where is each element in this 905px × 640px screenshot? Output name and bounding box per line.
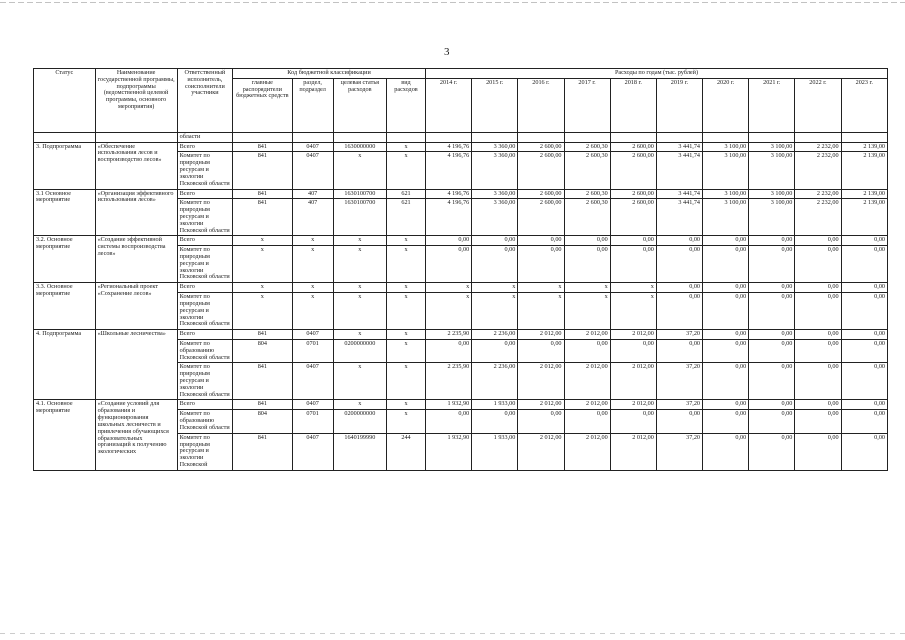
row-code: х [387, 339, 426, 362]
row-code: х [233, 283, 293, 293]
row-code: х [333, 293, 386, 330]
row-code: 0701 [292, 339, 333, 362]
row-value: 0,00 [564, 236, 610, 246]
row-value: 2 012,00 [564, 363, 610, 400]
row-value: 0,00 [518, 410, 564, 433]
row-value: 0,00 [703, 400, 749, 410]
row-value: 3 100,00 [749, 199, 795, 236]
row-code: х [333, 400, 386, 410]
row-value: 0,00 [749, 400, 795, 410]
empty-cell [518, 132, 564, 142]
row-value: 0,00 [795, 283, 841, 293]
row-value: х [425, 283, 471, 293]
row-value: 2 600,00 [610, 199, 656, 236]
row-value: 2 012,00 [518, 400, 564, 410]
row-value: 2 012,00 [518, 363, 564, 400]
empty-cell [333, 132, 386, 142]
row-code: х [233, 293, 293, 330]
row-value: х [472, 293, 518, 330]
row-value: 2 236,00 [472, 330, 518, 340]
row-status: 3.3. Основное мероприятие [34, 283, 96, 330]
row-value: 2 600,30 [564, 142, 610, 152]
row-value: 0,00 [841, 236, 887, 246]
row-value: 0,00 [749, 433, 795, 470]
row-code: 0407 [292, 363, 333, 400]
row-value: 0,00 [749, 330, 795, 340]
row-value: 0,00 [703, 293, 749, 330]
row-code: 804 [233, 410, 293, 433]
row-code: 621 [387, 199, 426, 236]
row-value: 0,00 [564, 339, 610, 362]
empty-cell [472, 132, 518, 142]
row-value: 2 235,90 [425, 330, 471, 340]
page-number: 3 [444, 46, 450, 58]
row-code: 0407 [292, 400, 333, 410]
row-name: «Обеспечение использования лесов и воспроизводство лесов» [95, 142, 177, 189]
row-value: х [564, 293, 610, 330]
row-value: 37,20 [656, 400, 702, 410]
header-responsible: Ответственный исполнитель, соисполнители участники [177, 69, 232, 133]
header-name: Наименование государственной программы, подпрограммы (ведомственной целевой программы, основного мероприятия) [95, 69, 177, 133]
row-value: 0,00 [841, 339, 887, 362]
row-value: 0,00 [841, 293, 887, 330]
row-status: 4. Подпрограмма [34, 330, 96, 400]
row-value: 0,00 [795, 363, 841, 400]
row-value: 2 012,00 [610, 330, 656, 340]
row-value: х [518, 293, 564, 330]
row-value: 0,00 [703, 236, 749, 246]
row-value: 2 600,00 [518, 199, 564, 236]
row-value: 0,00 [425, 339, 471, 362]
row-code: 804 [233, 339, 293, 362]
row-name: «Создание условий для образования и функционирования школьных лесничеств и привлечения обучающихся образовательных организаций к получению экологических [95, 400, 177, 470]
row-code: х [233, 236, 293, 246]
header-year: 2016 г. [518, 78, 564, 132]
row-value: 2 232,00 [795, 152, 841, 189]
row-value: 0,00 [472, 339, 518, 362]
header-year: 2014 г. [425, 78, 471, 132]
row-value: 0,00 [518, 236, 564, 246]
row-value: 2 236,00 [472, 363, 518, 400]
row-code: 1630000000 [333, 142, 386, 152]
row-code: 841 [233, 152, 293, 189]
row-code: 841 [233, 199, 293, 236]
row-value: 3 441,74 [656, 189, 702, 199]
row-value: 3 441,74 [656, 142, 702, 152]
row-status: 3. Подпрограмма [34, 142, 96, 189]
row-value: 0,00 [841, 330, 887, 340]
row-name: «Региональный проект «Сохранение лесов» [95, 283, 177, 330]
row-code: 841 [233, 363, 293, 400]
row-code: 841 [233, 330, 293, 340]
row-code: х [333, 363, 386, 400]
row-value: 0,00 [795, 236, 841, 246]
row-value: х [610, 283, 656, 293]
row-value: 1 933,00 [472, 400, 518, 410]
row-value: 0,00 [795, 293, 841, 330]
row-code: х [292, 246, 333, 283]
empty-cell [292, 132, 333, 142]
empty-cell [387, 132, 426, 142]
table-row [34, 330, 888, 340]
row-code: 407 [292, 189, 333, 199]
row-value: 2 600,30 [564, 152, 610, 189]
row-value: 0,00 [564, 246, 610, 283]
header-status: Статус [34, 69, 96, 133]
row-responsible: Комитет по природным ресурсам и экологии Псковской области [177, 246, 232, 283]
empty-cell [795, 132, 841, 142]
row-value: 2 012,00 [564, 433, 610, 470]
row-value: 0,00 [610, 339, 656, 362]
row-value: 0,00 [841, 363, 887, 400]
header-code-col: главные распорядители бюджетных средств [233, 78, 293, 132]
row-value: 0,00 [518, 339, 564, 362]
row-value: 0,00 [841, 246, 887, 283]
row-status: 3.1 Основное мероприятие [34, 189, 96, 236]
row-name: «Школьные лесничества» [95, 330, 177, 400]
row-status: 3.2. Основное мероприятие [34, 236, 96, 283]
row-value: 1 932,90 [425, 433, 471, 470]
table-row [34, 236, 888, 246]
empty-cell [749, 132, 795, 142]
row-value: 0,00 [656, 410, 702, 433]
empty-cell [233, 132, 293, 142]
row-code: х [387, 293, 426, 330]
row-code: х [387, 142, 426, 152]
row-value: 0,00 [703, 410, 749, 433]
table-row [34, 400, 888, 410]
row-value: 3 360,00 [472, 152, 518, 189]
row-value: 2 235,90 [425, 363, 471, 400]
row-value: 2 139,00 [841, 152, 887, 189]
row-value: 0,00 [472, 236, 518, 246]
row-code: х [387, 410, 426, 433]
row-value: 0,00 [841, 410, 887, 433]
row-value: 0,00 [795, 410, 841, 433]
header-code-col: вид расходов [387, 78, 426, 132]
scan-edge-top [0, 2, 905, 3]
row-code: 0407 [292, 330, 333, 340]
row-name: «Создание эффективной системы воспроизводства лесов» [95, 236, 177, 283]
row-code: х [387, 152, 426, 189]
row-code: 841 [233, 142, 293, 152]
row-responsible: Всего [177, 236, 232, 246]
row-value: 0,00 [656, 236, 702, 246]
header-year: 2021 г. [749, 78, 795, 132]
row-value: 2 012,00 [518, 433, 564, 470]
row-value: 0,00 [703, 363, 749, 400]
row-value: 0,00 [749, 410, 795, 433]
header-responsible-cont: области [177, 132, 232, 142]
row-responsible: Комитет по природным ресурсам и экологии Псковской области [177, 199, 232, 236]
header-year: 2015 г. [472, 78, 518, 132]
row-value: 2 600,00 [610, 189, 656, 199]
header-year: 2020 г. [703, 78, 749, 132]
row-code: х [387, 400, 426, 410]
row-code: 407 [292, 199, 333, 236]
row-value: 0,00 [841, 400, 887, 410]
row-value: 37,20 [656, 363, 702, 400]
row-value: х [564, 283, 610, 293]
row-value: 2 600,00 [518, 142, 564, 152]
row-value: 0,00 [610, 236, 656, 246]
row-value: 0,00 [841, 433, 887, 470]
budget-table [33, 68, 888, 471]
header-expenses: Расходы по годам (тыс. рублей) [425, 69, 887, 79]
row-value: 3 441,74 [656, 199, 702, 236]
row-code: 841 [233, 400, 293, 410]
row-code: 0407 [292, 142, 333, 152]
row-responsible: Комитет по природным ресурсам и экологии Псковской области [177, 363, 232, 400]
row-value: 0,00 [610, 410, 656, 433]
row-code: х [333, 236, 386, 246]
row-value: 0,00 [518, 246, 564, 283]
row-value: 2 600,00 [610, 152, 656, 189]
row-value: 0,00 [795, 339, 841, 362]
row-value: 3 100,00 [703, 189, 749, 199]
row-value: 0,00 [795, 330, 841, 340]
row-value: 3 360,00 [472, 189, 518, 199]
row-code: х [333, 330, 386, 340]
table-row [34, 283, 888, 293]
row-responsible: Комитет по природным ресурсам и экологии Псковской [177, 433, 232, 470]
row-value: 4 196,76 [425, 189, 471, 199]
row-value: 2 139,00 [841, 199, 887, 236]
row-value: 3 100,00 [703, 152, 749, 189]
row-value: 2 232,00 [795, 189, 841, 199]
row-value: 3 441,74 [656, 152, 702, 189]
header-year: 2017 г. [564, 78, 610, 132]
empty-cell [564, 132, 610, 142]
row-value: 3 100,00 [749, 152, 795, 189]
row-code: 0701 [292, 410, 333, 433]
header-code-col: раздел, подраздел [292, 78, 333, 132]
empty-cell [34, 132, 96, 142]
row-value: 0,00 [749, 363, 795, 400]
row-value: 3 360,00 [472, 142, 518, 152]
row-value: 2 012,00 [610, 433, 656, 470]
header-year: 2019 г. [656, 78, 702, 132]
row-value: 2 012,00 [564, 400, 610, 410]
row-value: 0,00 [425, 246, 471, 283]
row-value: 3 100,00 [703, 199, 749, 236]
empty-cell [95, 132, 177, 142]
row-value: 2 012,00 [518, 330, 564, 340]
row-value: 0,00 [749, 283, 795, 293]
row-value: 0,00 [656, 339, 702, 362]
row-code: х [387, 236, 426, 246]
row-value: 0,00 [703, 246, 749, 283]
row-value: 1 933,00 [472, 433, 518, 470]
row-value: 3 100,00 [703, 142, 749, 152]
row-code: х [233, 246, 293, 283]
row-responsible: Всего [177, 330, 232, 340]
table-row [34, 189, 888, 199]
row-value: 2 600,30 [564, 199, 610, 236]
row-code: 0407 [292, 433, 333, 470]
row-value: 0,00 [472, 410, 518, 433]
row-responsible: Всего [177, 400, 232, 410]
row-value: 4 196,76 [425, 199, 471, 236]
row-responsible: Комитет по природным ресурсам и экологии Псковской области [177, 152, 232, 189]
row-value: 3 360,00 [472, 199, 518, 236]
empty-cell [703, 132, 749, 142]
row-value: 37,20 [656, 330, 702, 340]
row-value: 0,00 [703, 283, 749, 293]
header-year: 2022 г. [795, 78, 841, 132]
row-value: 1 932,90 [425, 400, 471, 410]
empty-cell [841, 132, 887, 142]
row-value: 37,20 [656, 433, 702, 470]
row-value: 2 600,00 [518, 152, 564, 189]
row-value: 2 600,00 [518, 189, 564, 199]
row-code: 0200000000 [333, 410, 386, 433]
row-value: 0,00 [795, 433, 841, 470]
empty-cell [610, 132, 656, 142]
row-value: х [472, 283, 518, 293]
row-code: х [387, 363, 426, 400]
row-value: 0,00 [425, 410, 471, 433]
row-value: 2 232,00 [795, 142, 841, 152]
header-year: 2023 г. [841, 78, 887, 132]
row-code: 0200000000 [333, 339, 386, 362]
row-value: х [610, 293, 656, 330]
table-row [34, 142, 888, 152]
row-code: х [333, 283, 386, 293]
row-code: х [333, 152, 386, 189]
row-code: 841 [233, 189, 293, 199]
row-value: 0,00 [749, 236, 795, 246]
row-value: 2 232,00 [795, 199, 841, 236]
row-value: 3 100,00 [749, 189, 795, 199]
row-value: 2 012,00 [610, 400, 656, 410]
row-value: 2 012,00 [564, 330, 610, 340]
header-year: 2018 г. [610, 78, 656, 132]
row-code: 1630100700 [333, 189, 386, 199]
row-code: 841 [233, 433, 293, 470]
row-name: «Организация эффективного использования лесов» [95, 189, 177, 236]
row-code: х [292, 236, 333, 246]
row-value: 0,00 [841, 283, 887, 293]
row-value: 0,00 [795, 400, 841, 410]
row-code: х [333, 246, 386, 283]
row-value: х [518, 283, 564, 293]
header-code-col: целевая статья расходов [333, 78, 386, 132]
row-value: 0,00 [564, 410, 610, 433]
row-code: х [292, 283, 333, 293]
row-responsible: Всего [177, 283, 232, 293]
row-value: 4 196,76 [425, 152, 471, 189]
row-value: 2 600,30 [564, 189, 610, 199]
row-responsible: Комитет по природным ресурсам и экологии Псковской области [177, 293, 232, 330]
row-value: 4 196,76 [425, 142, 471, 152]
row-code: 0407 [292, 152, 333, 189]
row-value: 0,00 [472, 246, 518, 283]
row-code: х [292, 293, 333, 330]
row-value: х [425, 293, 471, 330]
row-responsible: Всего [177, 189, 232, 199]
row-value: 0,00 [656, 293, 702, 330]
row-value: 0,00 [749, 339, 795, 362]
row-value: 0,00 [425, 236, 471, 246]
row-code: х [387, 283, 426, 293]
row-value: 0,00 [703, 330, 749, 340]
header-budget-code: Код бюджетной классификации [233, 69, 426, 79]
row-value: 0,00 [610, 246, 656, 283]
scan-edge-bottom [0, 633, 905, 634]
row-value: 2 600,00 [610, 142, 656, 152]
row-code: 1640199990 [333, 433, 386, 470]
row-value: 0,00 [749, 246, 795, 283]
row-value: 0,00 [795, 246, 841, 283]
row-value: 2 139,00 [841, 189, 887, 199]
row-value: 0,00 [749, 293, 795, 330]
empty-cell [425, 132, 471, 142]
row-status: 4.1. Основное мероприятие [34, 400, 96, 470]
row-value: 2 139,00 [841, 142, 887, 152]
row-value: 0,00 [656, 246, 702, 283]
empty-cell [656, 132, 702, 142]
row-value: 2 012,00 [610, 363, 656, 400]
row-code: х [387, 330, 426, 340]
row-responsible: Комитет по образованию Псковской области [177, 339, 232, 362]
row-value: 0,00 [656, 283, 702, 293]
row-value: 0,00 [703, 339, 749, 362]
row-responsible: Всего [177, 142, 232, 152]
row-code: 244 [387, 433, 426, 470]
row-responsible: Комитет по образованию Псковской области [177, 410, 232, 433]
row-code: 621 [387, 189, 426, 199]
row-value: 3 100,00 [749, 142, 795, 152]
row-code: х [387, 246, 426, 283]
row-value: 0,00 [703, 433, 749, 470]
row-code: 1630100700 [333, 199, 386, 236]
